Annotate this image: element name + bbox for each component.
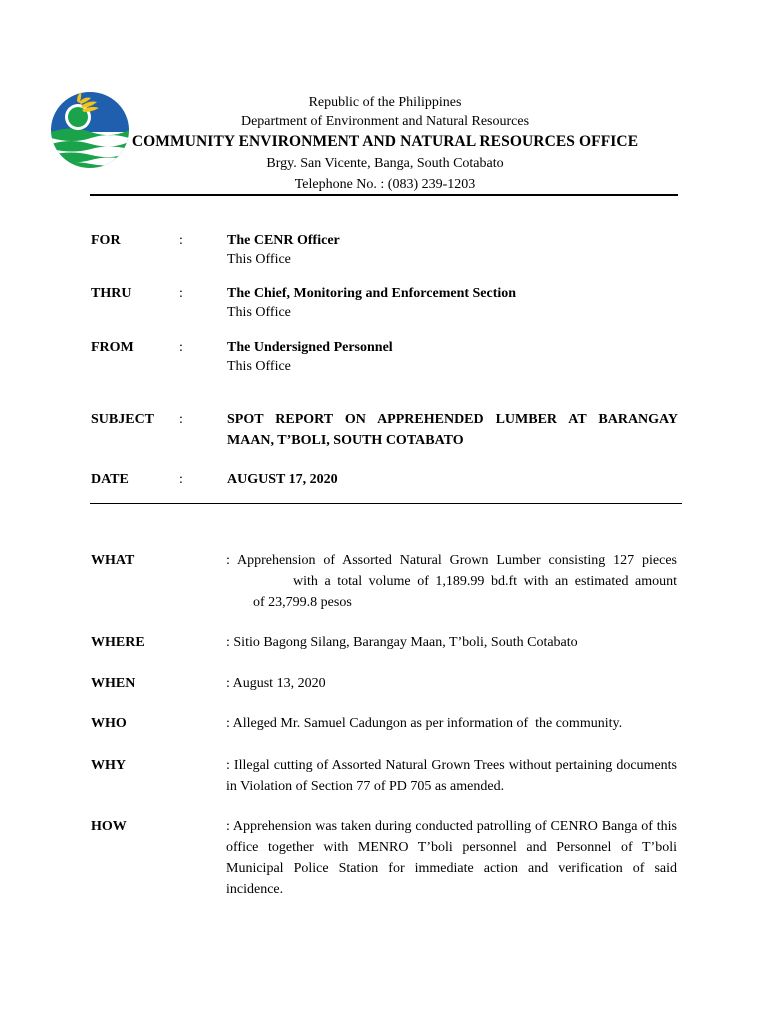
header-address: Brgy. San Vicente, Banga, South Cotabato bbox=[266, 156, 504, 171]
report-what-line3-text: of 23,799.8 pesos bbox=[253, 595, 352, 610]
memo-for-sub: This Office bbox=[227, 252, 291, 267]
header-divider bbox=[90, 194, 678, 196]
header-telephone: Telephone No. : (083) 239-1203 bbox=[294, 177, 476, 192]
memo-divider bbox=[90, 503, 682, 504]
memo-colon: : bbox=[179, 340, 183, 355]
memo-from-value bbox=[227, 338, 678, 376]
report-what-label: WHAT bbox=[91, 553, 135, 568]
report-what-line2: with a total volume of 1,189.99 bd.ft with an estimated amount bbox=[293, 574, 677, 589]
report-who-value: : Alleged Mr. Samuel Cadungon as per information of the community. bbox=[226, 716, 623, 731]
report-what-value bbox=[226, 550, 677, 592]
memo-date-value: AUGUST 17, 2020 bbox=[227, 472, 338, 487]
memo-thru-sub: This Office bbox=[227, 305, 291, 320]
memo-for-label: FOR bbox=[91, 233, 121, 248]
memo-from-name: The Undersigned Personnel bbox=[227, 340, 393, 355]
memo-thru-label: THRU bbox=[91, 286, 132, 301]
memo-thru-value bbox=[227, 284, 678, 322]
memo-from-label: FROM bbox=[91, 340, 134, 355]
report-who-label: WHO bbox=[91, 716, 127, 731]
report-what-line1: : Apprehension of Assorted Natural Grown Lumber consisting 127 pieces bbox=[226, 553, 677, 568]
memo-colon: : bbox=[179, 412, 183, 427]
memo-thru-name: The Chief, Monitoring and Enforcement Section bbox=[227, 286, 517, 301]
report-why-label: WHY bbox=[91, 758, 126, 773]
header-republic: Republic of the Philippines bbox=[308, 95, 462, 110]
report-why-value: : Illegal cutting of Assorted Natural Grown Trees without pertaining documents in Violation of Section 77 of PD 705 as amended. bbox=[226, 758, 677, 794]
memo-subject-label: SUBJECT bbox=[91, 412, 155, 427]
report-where-value: : Sitio Bagong Silang, Barangay Maan, T’boli, South Cotabato bbox=[226, 635, 578, 650]
header-department: Department of Environment and Natural Resources bbox=[240, 114, 530, 129]
memo-subject-value bbox=[227, 409, 678, 451]
report-when-label: WHEN bbox=[91, 676, 136, 691]
header-office: COMMUNITY ENVIRONMENT AND NATURAL RESOURCES OFFICE bbox=[131, 133, 639, 150]
report-how-value: : Apprehension was taken during conducted patrolling of CENRO Banga of this office together with MENRO T’boli personnel and Personnel of T’boli Municipal Police Station for immediate action and verification of said incidence. bbox=[226, 819, 677, 897]
report-where-label: WHERE bbox=[91, 635, 145, 650]
report-when-value: : August 13, 2020 bbox=[226, 676, 326, 691]
memo-colon: : bbox=[179, 472, 183, 487]
memo-from-sub: This Office bbox=[227, 359, 291, 374]
memo-subject-line1: SPOT REPORT ON APPREHENDED LUMBER AT BARANGAY bbox=[227, 412, 678, 427]
memo-colon: : bbox=[179, 233, 183, 248]
memo-colon: : bbox=[179, 286, 183, 301]
memo-for-value bbox=[227, 231, 678, 269]
memo-subject-line2: MAAN, T’BOLI, SOUTH COTABATO bbox=[227, 433, 464, 448]
memo-date-label: DATE bbox=[91, 472, 129, 487]
memo-for-name: The CENR Officer bbox=[227, 233, 340, 248]
report-how-label: HOW bbox=[91, 819, 127, 834]
